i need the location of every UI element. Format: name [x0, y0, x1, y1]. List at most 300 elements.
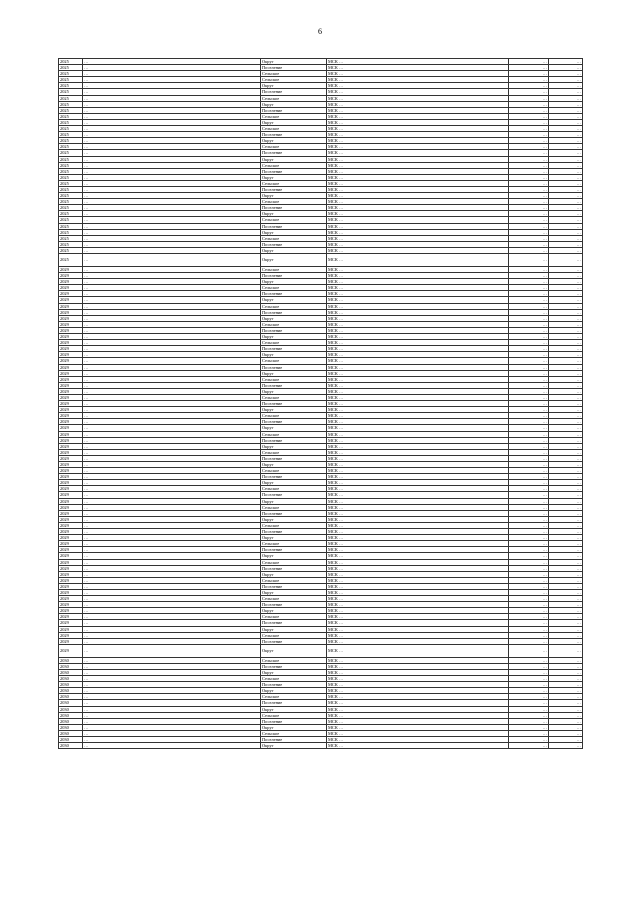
kind-cell: Сельское: [261, 431, 327, 437]
value-cell: …: [549, 132, 583, 138]
year-cell: 2029: [59, 413, 83, 419]
name-cell: …: [83, 419, 261, 425]
year-cell: 2029: [59, 498, 83, 504]
value-cell: …: [549, 394, 583, 400]
kind-cell: Сельское: [261, 486, 327, 492]
name-cell: …: [83, 638, 261, 644]
name-cell: …: [83, 89, 261, 95]
value-cell: …: [549, 150, 583, 156]
year-cell: 2030: [59, 724, 83, 730]
year-cell: 2025: [59, 162, 83, 168]
value-cell: …: [549, 370, 583, 376]
district-cell: МСК …: [327, 596, 509, 602]
district-cell: МСК …: [327, 267, 509, 273]
value-cell: …: [549, 340, 583, 346]
year-cell: 2029: [59, 583, 83, 589]
area-cell: …: [509, 254, 549, 267]
kind-cell: Поселение: [261, 419, 327, 425]
table-row: [59, 644, 583, 657]
area-cell: …: [509, 211, 549, 217]
area-cell: …: [509, 119, 549, 125]
name-cell: …: [83, 730, 261, 736]
value-cell: …: [549, 571, 583, 577]
year-cell: 2029: [59, 547, 83, 553]
year-cell: 2030: [59, 712, 83, 718]
area-cell: …: [509, 334, 549, 340]
year-cell: 2029: [59, 480, 83, 486]
year-cell: 2029: [59, 462, 83, 468]
value-cell: …: [549, 407, 583, 413]
district-cell: МСК …: [327, 730, 509, 736]
kind-cell: Сельское: [261, 95, 327, 101]
district-cell: МСК …: [327, 474, 509, 480]
year-cell: 2029: [59, 608, 83, 614]
kind-cell: Поселение: [261, 602, 327, 608]
name-cell: …: [83, 688, 261, 694]
area-cell: …: [509, 89, 549, 95]
name-cell: …: [83, 156, 261, 162]
area-cell: …: [509, 285, 549, 291]
area-cell: …: [509, 724, 549, 730]
name-cell: …: [83, 565, 261, 571]
kind-cell: Поселение: [261, 65, 327, 71]
value-cell: …: [549, 492, 583, 498]
year-cell: 2029: [59, 297, 83, 303]
value-cell: …: [549, 119, 583, 125]
value-cell: …: [549, 516, 583, 522]
area-cell: …: [509, 510, 549, 516]
name-cell: …: [83, 101, 261, 107]
district-cell: МСК …: [327, 694, 509, 700]
kind-cell: Поселение: [261, 132, 327, 138]
area-cell: …: [509, 468, 549, 474]
table-row: [59, 743, 583, 749]
district-cell: МСК …: [327, 644, 509, 657]
district-cell: МСК …: [327, 352, 509, 358]
year-cell: 2029: [59, 340, 83, 346]
name-cell: …: [83, 376, 261, 382]
value-cell: …: [549, 608, 583, 614]
district-cell: МСК …: [327, 113, 509, 119]
district-cell: МСК …: [327, 327, 509, 333]
kind-cell: Сельское: [261, 394, 327, 400]
year-cell: 2029: [59, 327, 83, 333]
kind-cell: Округ: [261, 553, 327, 559]
district-cell: МСК …: [327, 107, 509, 113]
area-cell: …: [509, 730, 549, 736]
kind-cell: Сельское: [261, 180, 327, 186]
kind-cell: Поселение: [261, 638, 327, 644]
value-cell: …: [549, 291, 583, 297]
area-cell: …: [509, 474, 549, 480]
area-cell: …: [509, 431, 549, 437]
value-cell: …: [549, 346, 583, 352]
area-cell: …: [509, 59, 549, 65]
value-cell: …: [549, 431, 583, 437]
district-cell: МСК …: [327, 401, 509, 407]
area-cell: …: [509, 632, 549, 638]
value-cell: …: [549, 321, 583, 327]
area-cell: …: [509, 626, 549, 632]
area-cell: …: [509, 65, 549, 71]
district-cell: МСК …: [327, 150, 509, 156]
year-cell: 2029: [59, 382, 83, 388]
year-cell: 2029: [59, 394, 83, 400]
name-cell: …: [83, 700, 261, 706]
kind-cell: Округ: [261, 688, 327, 694]
value-cell: …: [549, 541, 583, 547]
name-cell: …: [83, 321, 261, 327]
value-cell: …: [549, 602, 583, 608]
name-cell: …: [83, 193, 261, 199]
value-cell: …: [549, 77, 583, 83]
value-cell: …: [549, 297, 583, 303]
value-cell: …: [549, 577, 583, 583]
data-table-container: [58, 58, 582, 749]
value-cell: …: [549, 156, 583, 162]
kind-cell: Сельское: [261, 267, 327, 273]
kind-cell: Поселение: [261, 89, 327, 95]
name-cell: …: [83, 474, 261, 480]
kind-cell: Округ: [261, 279, 327, 285]
name-cell: …: [83, 480, 261, 486]
year-cell: 2025: [59, 241, 83, 247]
area-cell: …: [509, 370, 549, 376]
year-cell: 2030: [59, 670, 83, 676]
name-cell: …: [83, 199, 261, 205]
name-cell: …: [83, 162, 261, 168]
year-cell: 2025: [59, 205, 83, 211]
name-cell: …: [83, 144, 261, 150]
name-cell: …: [83, 620, 261, 626]
district-cell: МСК …: [327, 547, 509, 553]
value-cell: …: [549, 285, 583, 291]
value-cell: …: [549, 510, 583, 516]
area-cell: …: [509, 346, 549, 352]
district-cell: МСК …: [327, 303, 509, 309]
kind-cell: Поселение: [261, 223, 327, 229]
kind-cell: Округ: [261, 407, 327, 413]
kind-cell: Сельское: [261, 162, 327, 168]
name-cell: …: [83, 388, 261, 394]
area-cell: …: [509, 462, 549, 468]
name-cell: …: [83, 241, 261, 247]
area-cell: …: [509, 565, 549, 571]
area-cell: …: [509, 223, 549, 229]
kind-cell: Поселение: [261, 168, 327, 174]
district-cell: МСК …: [327, 370, 509, 376]
area-cell: …: [509, 193, 549, 199]
year-cell: 2025: [59, 235, 83, 241]
kind-cell: Округ: [261, 535, 327, 541]
value-cell: …: [549, 229, 583, 235]
value-cell: …: [549, 95, 583, 101]
value-cell: …: [549, 743, 583, 749]
value-cell: …: [549, 138, 583, 144]
name-cell: …: [83, 370, 261, 376]
name-cell: …: [83, 614, 261, 620]
name-cell: …: [83, 229, 261, 235]
district-cell: МСК …: [327, 162, 509, 168]
year-cell: 2029: [59, 273, 83, 279]
value-cell: …: [549, 382, 583, 388]
kind-cell: Округ: [261, 297, 327, 303]
year-cell: 2029: [59, 443, 83, 449]
district-cell: МСК …: [327, 522, 509, 528]
kind-cell: Округ: [261, 101, 327, 107]
year-cell: 2025: [59, 113, 83, 119]
district-cell: МСК …: [327, 700, 509, 706]
area-cell: …: [509, 492, 549, 498]
kind-cell: Поселение: [261, 150, 327, 156]
kind-cell: Сельское: [261, 730, 327, 736]
kind-cell: Поселение: [261, 346, 327, 352]
value-cell: …: [549, 730, 583, 736]
name-cell: …: [83, 724, 261, 730]
district-cell: МСК …: [327, 504, 509, 510]
kind-cell: Поселение: [261, 327, 327, 333]
name-cell: …: [83, 608, 261, 614]
value-cell: …: [549, 358, 583, 364]
area-cell: …: [509, 235, 549, 241]
district-cell: МСК …: [327, 346, 509, 352]
area-cell: …: [509, 682, 549, 688]
kind-cell: Сельское: [261, 449, 327, 455]
area-cell: …: [509, 614, 549, 620]
value-cell: …: [549, 315, 583, 321]
year-cell: 2025: [59, 95, 83, 101]
name-cell: …: [83, 95, 261, 101]
district-cell: МСК …: [327, 589, 509, 595]
district-cell: МСК …: [327, 273, 509, 279]
name-cell: …: [83, 712, 261, 718]
area-cell: …: [509, 162, 549, 168]
name-cell: …: [83, 217, 261, 223]
kind-cell: Округ: [261, 193, 327, 199]
year-cell: 2029: [59, 285, 83, 291]
district-cell: МСК …: [327, 516, 509, 522]
value-cell: …: [549, 504, 583, 510]
value-cell: …: [549, 559, 583, 565]
name-cell: …: [83, 205, 261, 211]
year-cell: 2025: [59, 126, 83, 132]
value-cell: …: [549, 364, 583, 370]
district-cell: МСК …: [327, 168, 509, 174]
name-cell: …: [83, 358, 261, 364]
area-cell: …: [509, 340, 549, 346]
year-cell: 2030: [59, 688, 83, 694]
district-cell: МСК …: [327, 431, 509, 437]
kind-cell: Округ: [261, 174, 327, 180]
kind-cell: Округ: [261, 516, 327, 522]
name-cell: …: [83, 743, 261, 749]
district-cell: МСК …: [327, 229, 509, 235]
area-cell: …: [509, 95, 549, 101]
name-cell: …: [83, 83, 261, 89]
year-cell: 2029: [59, 376, 83, 382]
year-cell: 2025: [59, 174, 83, 180]
kind-cell: Округ: [261, 670, 327, 676]
area-cell: …: [509, 638, 549, 644]
year-cell: 2029: [59, 419, 83, 425]
district-cell: МСК …: [327, 425, 509, 431]
area-cell: …: [509, 241, 549, 247]
year-cell: 2029: [59, 565, 83, 571]
value-cell: …: [549, 443, 583, 449]
value-cell: …: [549, 352, 583, 358]
kind-cell: Округ: [261, 315, 327, 321]
kind-cell: Поселение: [261, 107, 327, 113]
area-cell: …: [509, 205, 549, 211]
area-cell: …: [509, 553, 549, 559]
district-cell: МСК …: [327, 315, 509, 321]
name-cell: …: [83, 516, 261, 522]
district-cell: МСК …: [327, 638, 509, 644]
value-cell: …: [549, 223, 583, 229]
district-cell: МСК …: [327, 498, 509, 504]
name-cell: …: [83, 498, 261, 504]
district-cell: МСК …: [327, 71, 509, 77]
area-cell: …: [509, 620, 549, 626]
district-cell: МСК …: [327, 211, 509, 217]
name-cell: …: [83, 401, 261, 407]
kind-cell: Поселение: [261, 583, 327, 589]
value-cell: …: [549, 162, 583, 168]
district-cell: МСК …: [327, 577, 509, 583]
district-cell: МСК …: [327, 95, 509, 101]
kind-cell: Округ: [261, 211, 327, 217]
year-cell: 2025: [59, 101, 83, 107]
year-cell: 2030: [59, 706, 83, 712]
area-cell: …: [509, 303, 549, 309]
area-cell: …: [509, 602, 549, 608]
district-cell: МСК …: [327, 285, 509, 291]
name-cell: …: [83, 510, 261, 516]
district-cell: МСК …: [327, 535, 509, 541]
area-cell: …: [509, 504, 549, 510]
value-cell: …: [549, 211, 583, 217]
value-cell: …: [549, 718, 583, 724]
district-cell: МСК …: [327, 620, 509, 626]
year-cell: 2025: [59, 229, 83, 235]
year-cell: 2030: [59, 737, 83, 743]
area-cell: …: [509, 608, 549, 614]
year-cell: 2025: [59, 59, 83, 65]
year-cell: 2029: [59, 620, 83, 626]
area-cell: …: [509, 279, 549, 285]
area-cell: …: [509, 498, 549, 504]
name-cell: …: [83, 340, 261, 346]
area-cell: …: [509, 83, 549, 89]
kind-cell: Сельское: [261, 522, 327, 528]
kind-cell: Поселение: [261, 510, 327, 516]
value-cell: …: [549, 101, 583, 107]
name-cell: …: [83, 77, 261, 83]
value-cell: …: [549, 168, 583, 174]
name-cell: …: [83, 211, 261, 217]
year-cell: 2030: [59, 718, 83, 724]
name-cell: …: [83, 663, 261, 669]
district-cell: МСК …: [327, 632, 509, 638]
kind-cell: Сельское: [261, 285, 327, 291]
district-cell: МСК …: [327, 682, 509, 688]
district-cell: МСК …: [327, 688, 509, 694]
district-cell: МСК …: [327, 602, 509, 608]
district-cell: МСК …: [327, 455, 509, 461]
name-cell: …: [83, 247, 261, 253]
district-cell: МСК …: [327, 186, 509, 192]
kind-cell: Поселение: [261, 364, 327, 370]
area-cell: …: [509, 113, 549, 119]
name-cell: …: [83, 682, 261, 688]
district-cell: МСК …: [327, 583, 509, 589]
value-cell: …: [549, 676, 583, 682]
area-cell: …: [509, 174, 549, 180]
value-cell: …: [549, 279, 583, 285]
area-cell: …: [509, 101, 549, 107]
year-cell: 2029: [59, 644, 83, 657]
name-cell: …: [83, 577, 261, 583]
year-cell: 2025: [59, 193, 83, 199]
year-cell: 2029: [59, 614, 83, 620]
value-cell: …: [549, 670, 583, 676]
kind-cell: Поселение: [261, 492, 327, 498]
district-cell: МСК …: [327, 559, 509, 565]
district-cell: МСК …: [327, 419, 509, 425]
year-cell: 2025: [59, 89, 83, 95]
name-cell: …: [83, 138, 261, 144]
value-cell: …: [549, 144, 583, 150]
name-cell: …: [83, 394, 261, 400]
district-cell: МСК …: [327, 247, 509, 253]
value-cell: …: [549, 644, 583, 657]
value-cell: …: [549, 186, 583, 192]
district-cell: МСК …: [327, 297, 509, 303]
year-cell: 2029: [59, 303, 83, 309]
kind-cell: Сельское: [261, 376, 327, 382]
year-cell: 2029: [59, 346, 83, 352]
district-cell: МСК …: [327, 364, 509, 370]
value-cell: …: [549, 247, 583, 253]
name-cell: …: [83, 126, 261, 132]
area-cell: …: [509, 273, 549, 279]
district-cell: МСК …: [327, 394, 509, 400]
kind-cell: Сельское: [261, 657, 327, 663]
area-cell: …: [509, 688, 549, 694]
name-cell: …: [83, 180, 261, 186]
name-cell: …: [83, 676, 261, 682]
kind-cell: Сельское: [261, 541, 327, 547]
kind-cell: Сельское: [261, 614, 327, 620]
district-cell: МСК …: [327, 223, 509, 229]
district-cell: МСК …: [327, 180, 509, 186]
year-cell: 2025: [59, 65, 83, 71]
area-cell: …: [509, 437, 549, 443]
kind-cell: Округ: [261, 425, 327, 431]
year-cell: 2029: [59, 425, 83, 431]
kind-cell: Поселение: [261, 718, 327, 724]
name-cell: …: [83, 486, 261, 492]
name-cell: …: [83, 547, 261, 553]
kind-cell: Поселение: [261, 565, 327, 571]
kind-cell: Округ: [261, 706, 327, 712]
area-cell: …: [509, 718, 549, 724]
value-cell: …: [549, 682, 583, 688]
kind-cell: Поселение: [261, 700, 327, 706]
value-cell: …: [549, 632, 583, 638]
kind-cell: Округ: [261, 498, 327, 504]
value-cell: …: [549, 334, 583, 340]
